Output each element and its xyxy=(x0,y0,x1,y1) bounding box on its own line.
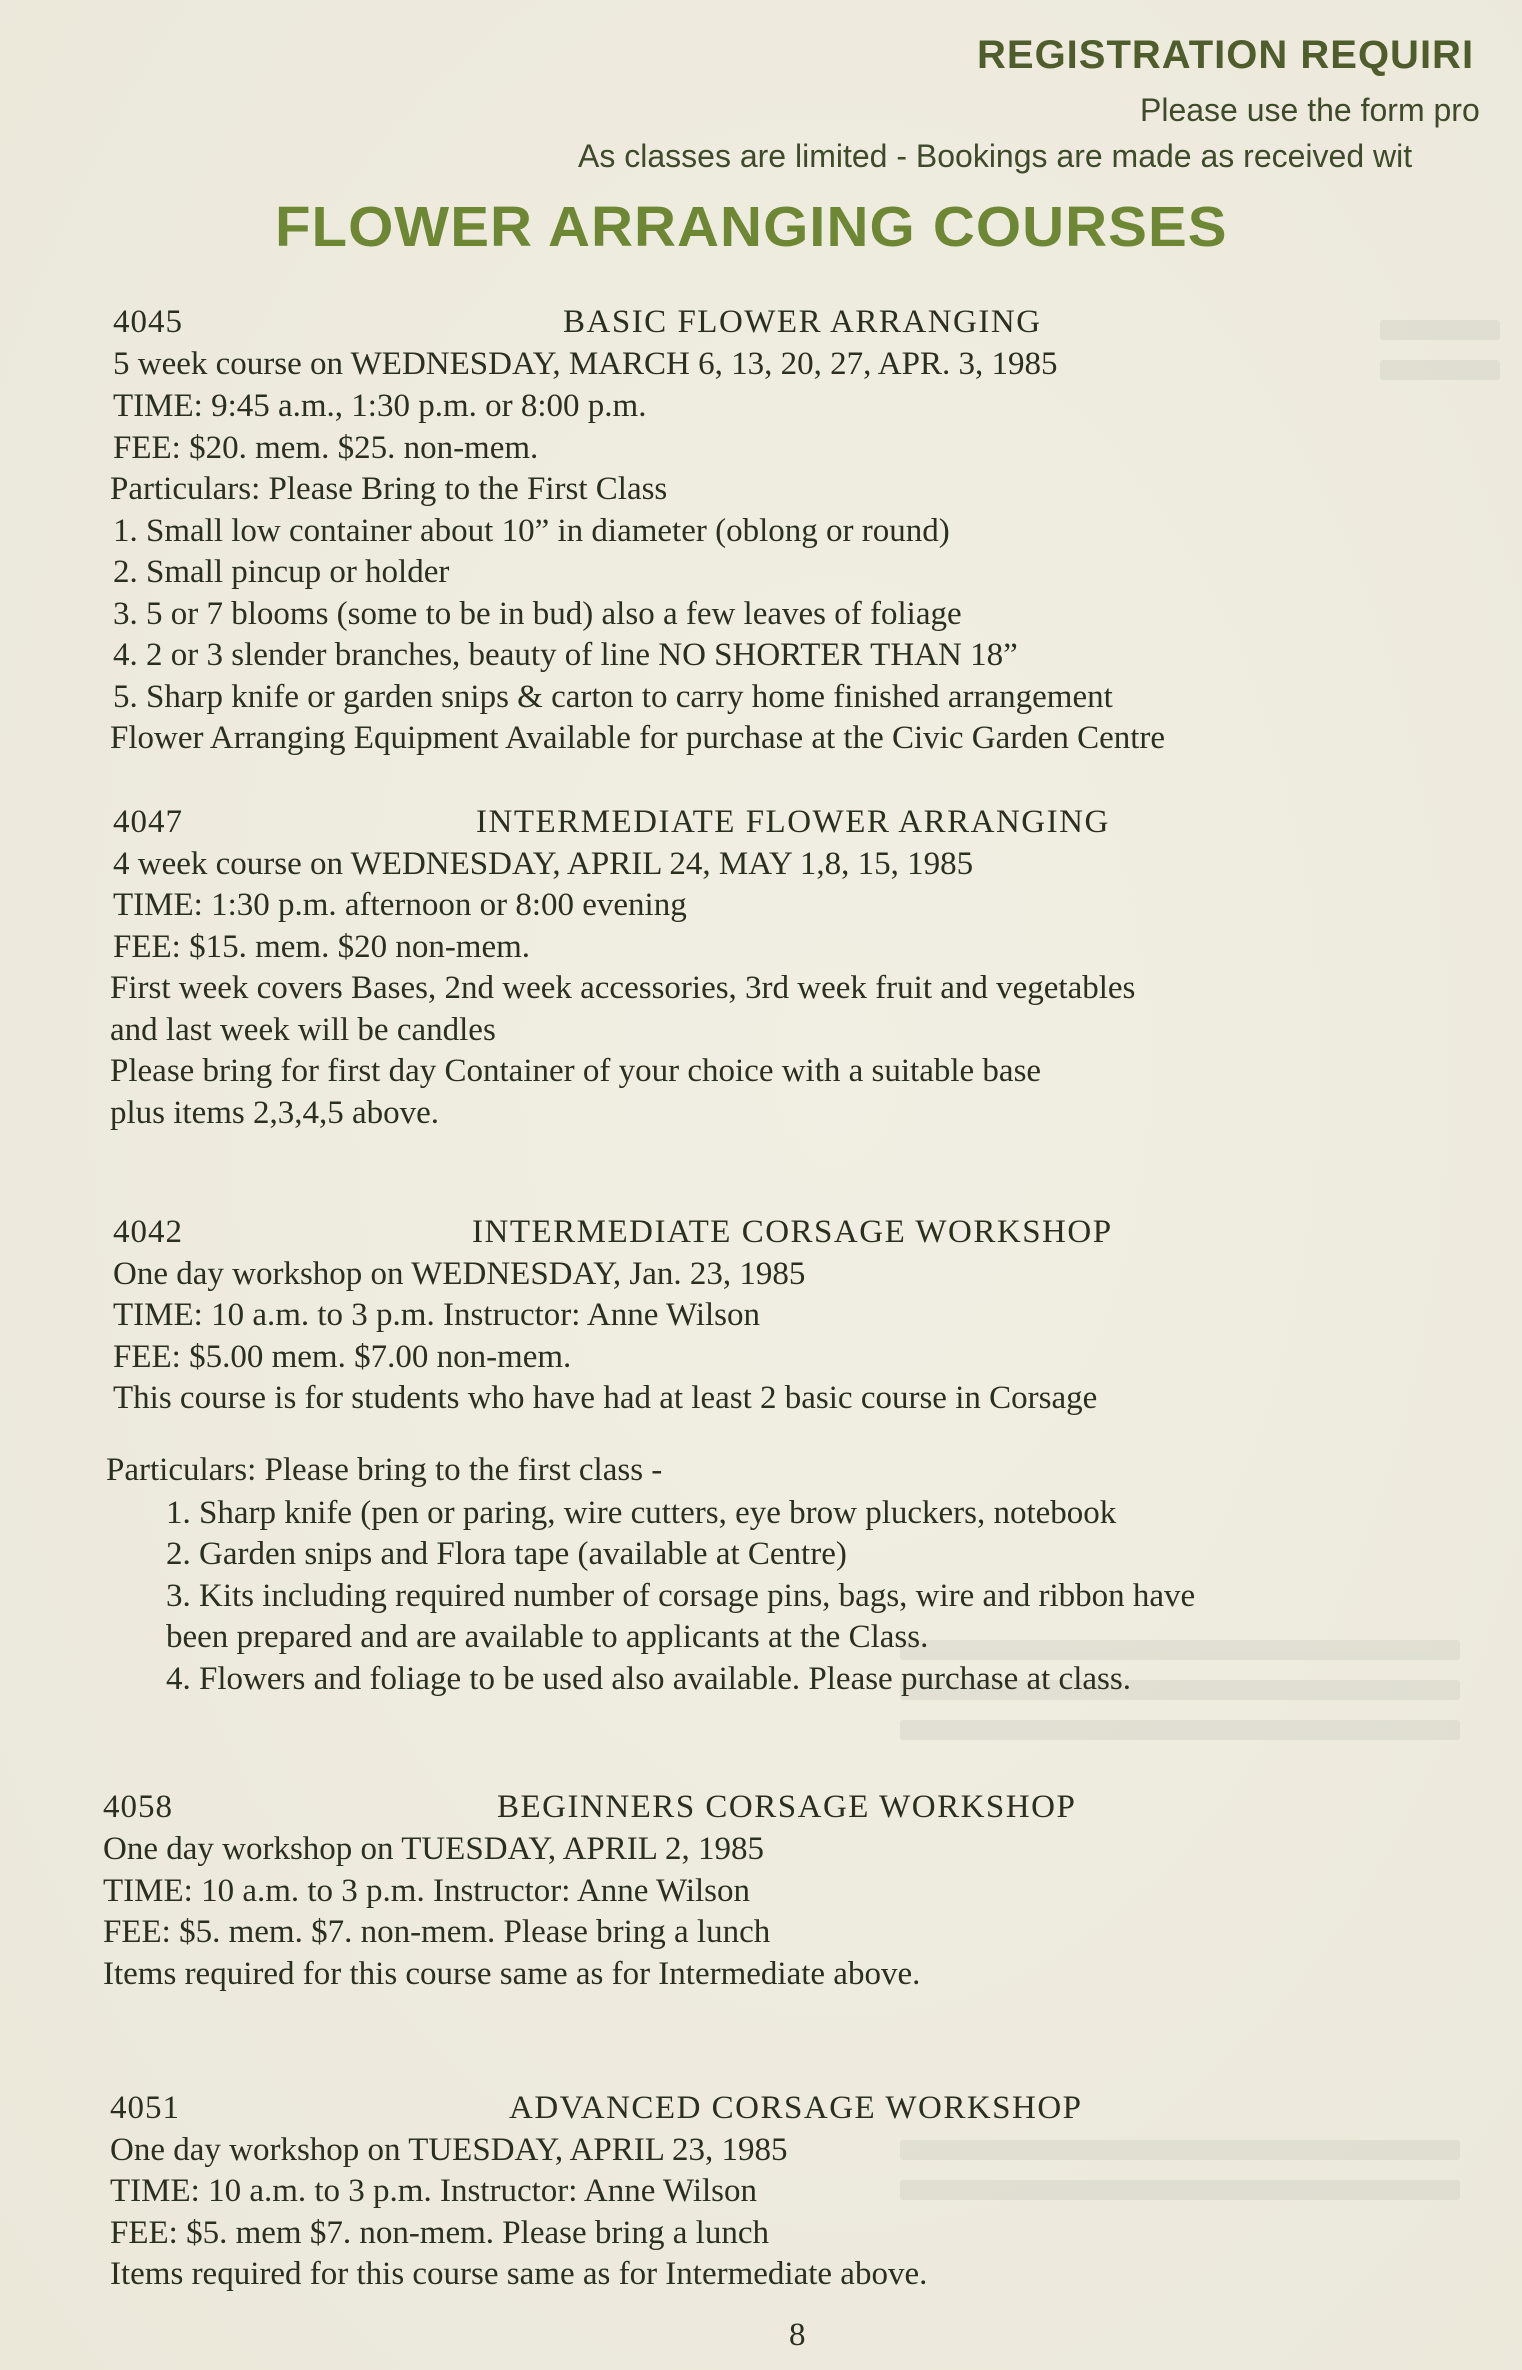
ghost-line xyxy=(900,2140,1460,2160)
course-schedule: 5 week course on WEDNESDAY, MARCH 6, 13, 20, 27, APR. 3, 1985 xyxy=(113,346,1058,382)
course-schedule: One day workshop on WEDNESDAY, Jan. 23, 1985 xyxy=(113,1256,806,1292)
classes-limited-note: As classes are limited - Bookings are made as received wit xyxy=(578,138,1413,174)
supply-item: 3. 5 or 7 blooms (some to be in bud) also a few leaves of foliage xyxy=(113,596,962,632)
registration-required-heading: REGISTRATION REQUIRI xyxy=(977,33,1475,77)
ghost-line xyxy=(900,1720,1460,1740)
supply-item: 1. Sharp knife (pen or paring, wire cutters, eye brow pluckers, notebook xyxy=(166,1495,1117,1531)
course-description: plus items 2,3,4,5 above. xyxy=(110,1095,440,1131)
course-note: Flower Arranging Equipment Available for purchase at the Civic Garden Centre xyxy=(110,720,1166,756)
course-note: Items required for this course same as for Intermediate above. xyxy=(103,1956,921,1992)
course-particulars: Particulars: Please Bring to the First Class xyxy=(110,471,668,507)
supply-item: 4. Flowers and foliage to be used also available. Please purchase at class. xyxy=(166,1661,1131,1697)
course-time: TIME: 9:45 a.m., 1:30 p.m. or 8:00 p.m. xyxy=(113,388,647,424)
use-form-note: Please use the form pro xyxy=(1140,92,1480,128)
supply-item: 1. Small low container about 10” in diameter (oblong or round) xyxy=(113,513,950,549)
course-number: 4051 xyxy=(110,2090,180,2126)
course-number: 4058 xyxy=(103,1789,173,1825)
course-schedule: One day workshop on TUESDAY, APRIL 23, 1985 xyxy=(110,2132,788,2168)
course-title: BEGINNERS CORSAGE WORKSHOP xyxy=(497,1789,1077,1825)
ghost-line xyxy=(1380,320,1500,340)
course-number: 4045 xyxy=(113,304,183,340)
course-time: TIME: 10 a.m. to 3 p.m. Instructor: Anne Wilson xyxy=(103,1873,750,1909)
page-number: 8 xyxy=(789,2317,806,2353)
page-title: FLOWER ARRANGING COURSES xyxy=(275,195,1228,259)
course-title: INTERMEDIATE FLOWER ARRANGING xyxy=(476,804,1110,840)
course-time: TIME: 10 a.m. to 3 p.m. Instructor: Anne Wilson xyxy=(113,1297,760,1333)
course-number: 4042 xyxy=(113,1214,183,1250)
course-description: and last week will be candles xyxy=(110,1012,496,1048)
course-time: TIME: 1:30 p.m. afternoon or 8:00 evening xyxy=(113,887,687,923)
course-description: This course is for students who have had at least 2 basic course in Corsage xyxy=(113,1380,1098,1416)
course-title: INTERMEDIATE CORSAGE WORKSHOP xyxy=(472,1214,1113,1250)
course-description: First week covers Bases, 2nd week accessories, 3rd week fruit and vegetables xyxy=(110,970,1136,1006)
supply-item: 4. 2 or 3 slender branches, beauty of line NO SHORTER THAN 18” xyxy=(113,637,1018,673)
course-fee: FEE: $20. mem. $25. non-mem. xyxy=(113,430,539,466)
supply-item: been prepared and are available to applicants at the Class. xyxy=(166,1619,929,1655)
ghost-line xyxy=(900,2180,1460,2200)
course-schedule: 4 week course on WEDNESDAY, APRIL 24, MAY 1,8, 15, 1985 xyxy=(113,846,974,882)
supply-item: 5. Sharp knife or garden snips & carton to carry home finished arrangement xyxy=(113,679,1113,715)
course-fee: FEE: $15. mem. $20 non-mem. xyxy=(113,929,531,965)
course-title: ADVANCED CORSAGE WORKSHOP xyxy=(509,2090,1083,2126)
ghost-line xyxy=(900,1640,1460,1660)
course-fee: FEE: $5. mem $7. non-mem. Please bring a lunch xyxy=(110,2215,769,2251)
course-fee: FEE: $5. mem. $7. non-mem. Please bring a lunch xyxy=(103,1914,771,1950)
course-title: BASIC FLOWER ARRANGING xyxy=(563,304,1042,340)
ghost-line xyxy=(1380,360,1500,380)
course-number: 4047 xyxy=(113,804,183,840)
course-fee: FEE: $5.00 mem. $7.00 non-mem. xyxy=(113,1339,572,1375)
course-description: Please bring for first day Container of your choice with a suitable base xyxy=(110,1053,1042,1089)
supply-item: 2. Small pincup or holder xyxy=(113,554,450,590)
course-note: Items required for this course same as for Intermediate above. xyxy=(110,2256,928,2292)
supply-item: 2. Garden snips and Flora tape (available at Centre) xyxy=(166,1536,847,1572)
course-particulars: Particulars: Please bring to the first class - xyxy=(106,1452,663,1488)
course-schedule: One day workshop on TUESDAY, APRIL 2, 1985 xyxy=(103,1831,764,1867)
supply-item: 3. Kits including required number of corsage pins, bags, wire and ribbon have xyxy=(166,1578,1196,1614)
course-time: TIME: 10 a.m. to 3 p.m. Instructor: Anne Wilson xyxy=(110,2173,757,2209)
